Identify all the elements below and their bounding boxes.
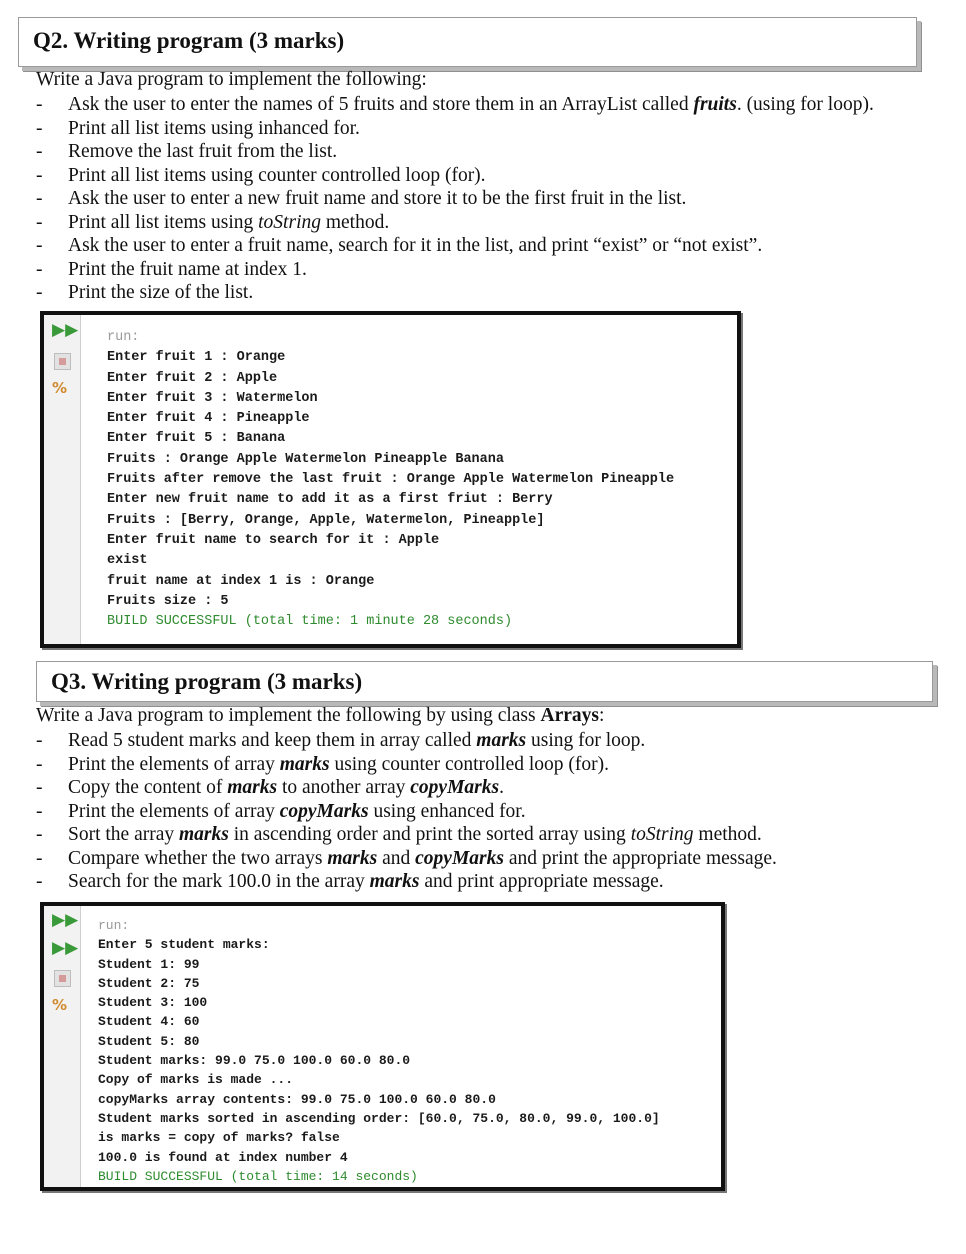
q3-console-output [40, 902, 725, 1191]
console-line: Student 3: 100 [98, 995, 208, 1011]
stop-icon[interactable] [54, 353, 71, 370]
console-line: copyMarks array contents: 99.0 75.0 100.0 60.0 80.0 [98, 1091, 496, 1107]
console-line: BUILD SUCCESSFUL (total time: 1 minute 28 seconds) [107, 614, 513, 630]
console-line: Student 2: 75 [98, 975, 200, 991]
console-line: Fruits after remove the last fruit : Orange Apple Watermelon Pineapple [107, 472, 675, 488]
list-item: - Print the fruit name at index 1. [36, 258, 307, 280]
console-line: Enter fruit 1 : Orange [107, 350, 286, 366]
list-item: - Print the elements of array marks using counter controlled loop (for). [36, 753, 610, 775]
list-item: - Print the size of the list. [36, 282, 254, 303]
q2-console-lines [107, 328, 674, 632]
console-line: Fruits : [Berry, Orange, Apple, Watermelon, Pineapple] [107, 512, 545, 528]
console-line: Fruits : Orange Apple Watermelon Pineapple Banana [107, 451, 504, 467]
run-icon[interactable]: ▶▶ [52, 320, 79, 340]
q3-intro: Write a Java program to implement the following by using class Arrays: [36, 705, 605, 726]
list-item: - Copy the content of marks to another array copyMarks. [36, 777, 504, 798]
stop-icon[interactable] [54, 970, 71, 987]
console-line: Student 4: 60 [98, 1014, 200, 1030]
console-line: Student 5: 80 [98, 1033, 200, 1049]
list-item: - Print the elements of array copyMarks using enhanced for. [36, 800, 526, 822]
list-item: - Print all list items using toString method. [36, 211, 390, 233]
console-line: 100.0 is found at index number 4 [98, 1149, 348, 1165]
console-line: Fruits size : 5 [107, 593, 229, 609]
q3-heading-box [36, 661, 933, 702]
q2-intro: Write a Java program to implement the following: [36, 69, 427, 90]
q3-console-lines [98, 916, 660, 1186]
list-item: - Remove the last fruit from the list. [36, 141, 338, 162]
list-item: - Ask the user to enter a fruit name, search for it in the list, and print “exist” or “not exist”. [36, 235, 763, 256]
options-icon[interactable]: % [52, 379, 68, 397]
console-line: is marks = copy of marks? false [98, 1130, 340, 1146]
console-line: run: [107, 330, 140, 345]
console-line: Enter 5 student marks: [98, 937, 270, 953]
run-icon[interactable]: ▶▶ [52, 938, 79, 958]
console-line: Student marks sorted in ascending order: [60.0, 75.0, 80.0, 99.0, 100.0] [98, 1110, 660, 1126]
console-line: BUILD SUCCESSFUL (total time: 14 seconds) [98, 1168, 418, 1184]
list-item: - Ask the user to enter a new fruit name and store it to be the first fruit in the list. [36, 188, 687, 209]
q2-requirements-list [36, 93, 874, 305]
q2-heading-box [18, 17, 917, 67]
console-toolbar [44, 906, 81, 1187]
console-line: Student marks: 99.0 75.0 100.0 60.0 80.0 [98, 1053, 411, 1069]
console-line: Enter fruit 3 : Watermelon [107, 390, 318, 406]
options-icon[interactable]: % [52, 996, 68, 1014]
console-line: Enter new fruit name to add it as a first friut : Berry [107, 492, 553, 508]
list-item: - Search for the mark 100.0 in the array marks and print appropriate message. [36, 871, 664, 892]
console-line: Copy of marks is made ... [98, 1072, 294, 1088]
list-item: - Read 5 student marks and keep them in array called marks using for loop. [36, 730, 646, 751]
console-line: Enter fruit 4 : Pineapple [107, 411, 310, 427]
list-item: - Compare whether the two arrays marks and copyMarks and print the appropriate message. [36, 847, 777, 869]
console-line: fruit name at index 1 is : Orange [107, 573, 375, 589]
q3-requirements-list [36, 729, 777, 894]
q2-console-output [40, 311, 741, 648]
console-line: run: [98, 918, 130, 933]
console-toolbar [44, 315, 81, 644]
list-item: - Sort the array marks in ascending order and print the sorted array using toString method. [36, 824, 762, 845]
list-item: - Print all list items using counter controlled loop (for). [36, 164, 486, 186]
console-line: Enter fruit name to search for it : Apple [107, 532, 440, 548]
q3-title: Q3. Writing program (3 marks) [51, 669, 363, 694]
list-item: - Ask the user to enter the names of 5 fruits and store them in an ArrayList called fruits. (using for loop). [36, 94, 874, 115]
console-line: Student 1: 99 [98, 956, 200, 972]
q2-title: Q2. Writing program (3 marks) [33, 28, 345, 53]
run-icon[interactable]: ▶▶ [52, 910, 79, 930]
console-line: Enter fruit 5 : Banana [107, 431, 286, 447]
console-line: exist [107, 553, 148, 569]
list-item: - Print all list items using inhanced for. [36, 117, 360, 139]
console-line: Enter fruit 2 : Apple [107, 370, 278, 386]
